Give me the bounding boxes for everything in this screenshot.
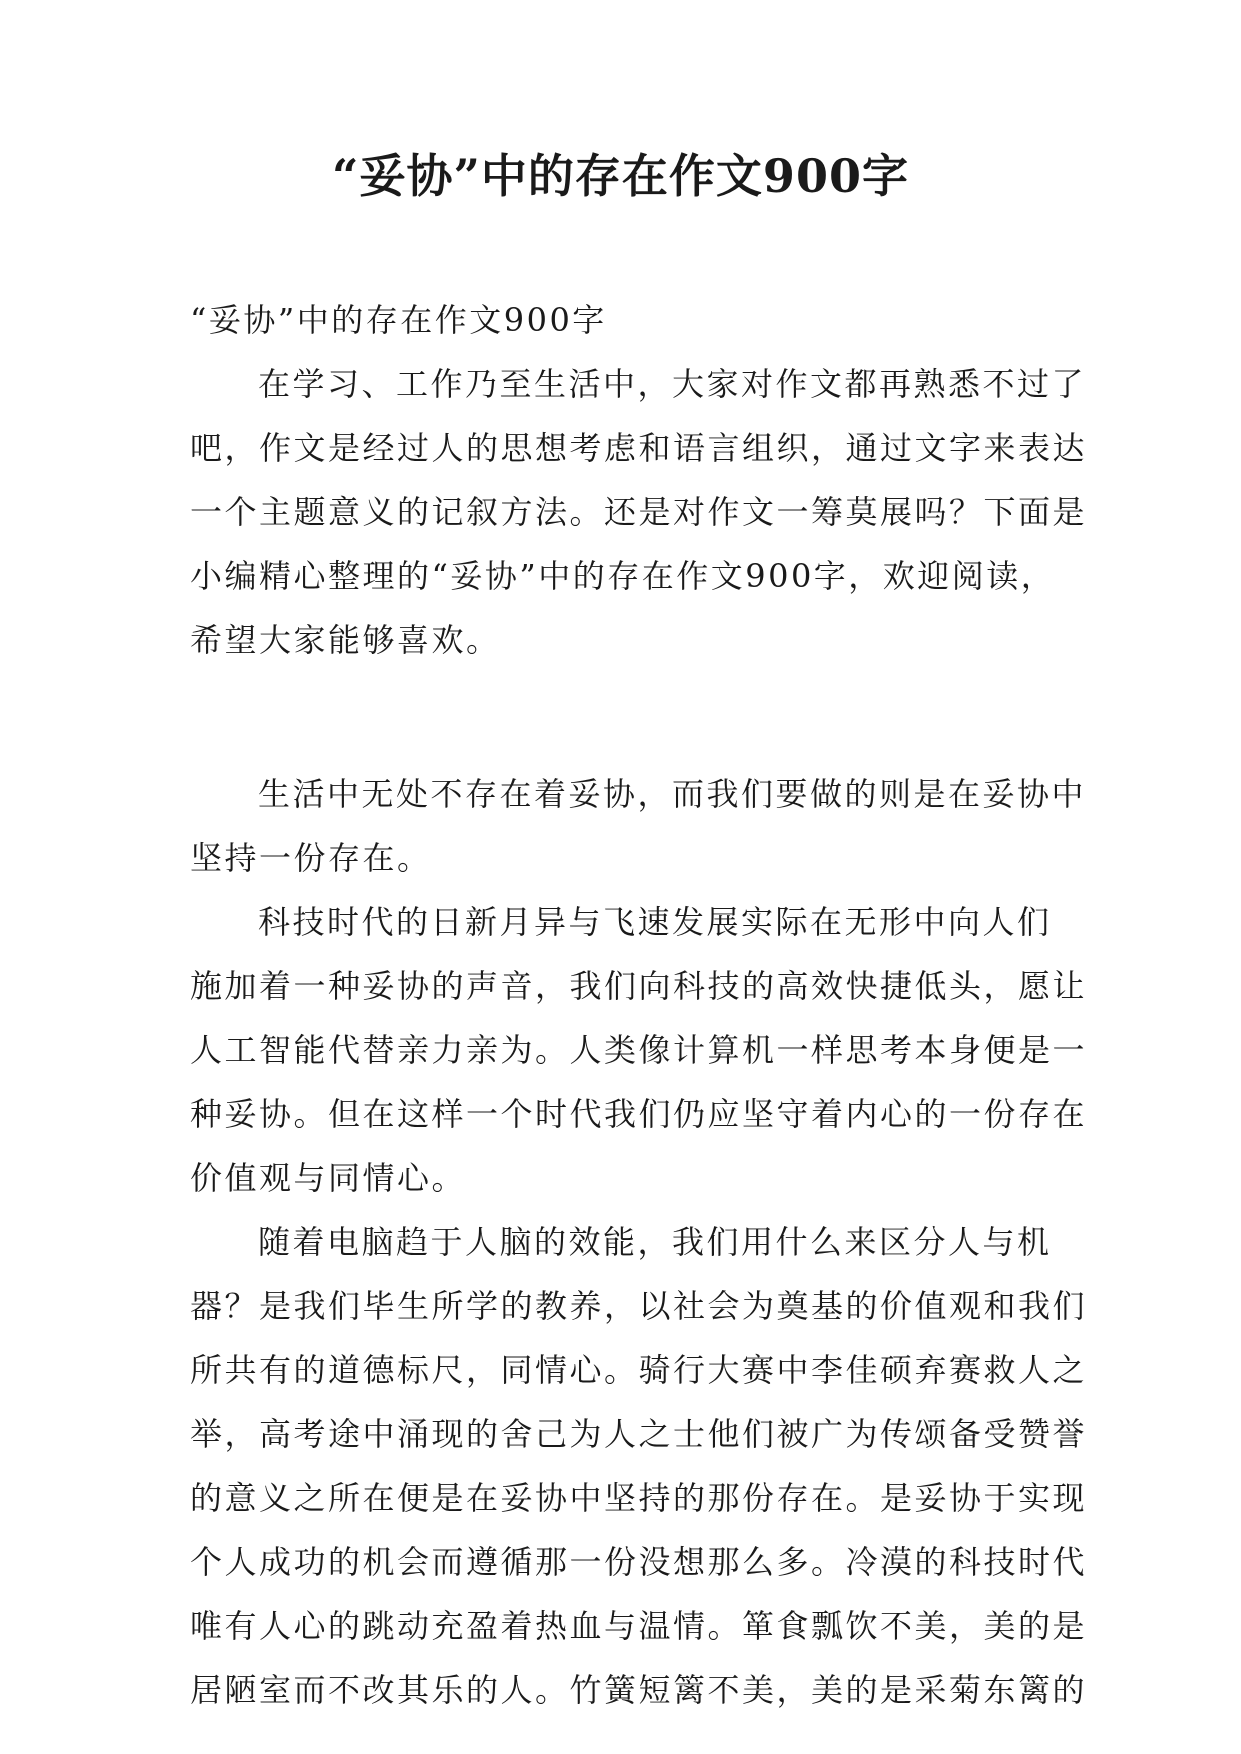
- paragraph-1: [190, 762, 1087, 890]
- text-line: 希望大家能够喜欢。: [190, 621, 501, 659]
- text-line: 人工智能代替亲力亲为。人类像计算机一样思考本身便是一: [190, 1031, 1088, 1069]
- paragraph-2: [190, 890, 1088, 1210]
- document-body: [190, 288, 1088, 1722]
- text-line: 价值观与同情心。: [190, 1159, 467, 1197]
- text-line: 生活中无处不存在着妥协，而我们要做的则是在妥协中: [258, 775, 1087, 813]
- text-line: 的意义之所在便是在妥协中坚持的那份存在。是妥协于实现: [190, 1479, 1088, 1517]
- document-title: “妥协”中的存在作文900字: [332, 149, 909, 203]
- text-line: 施加着一种妥协的声音，我们向科技的高效快捷低头，愿让: [190, 967, 1088, 1005]
- text-line: 个人成功的机会而遵循那一份没想那么多。冷漠的科技时代: [190, 1543, 1088, 1581]
- intro-paragraph: [190, 352, 1088, 672]
- text-line: 在学习、工作乃至生活中，大家对作文都再熟悉不过了: [258, 365, 1087, 403]
- text-line: 小编精心整理的“妥协”中的存在作文900字，欢迎阅读，: [190, 557, 1056, 595]
- paragraph-gap: [190, 672, 1070, 762]
- text-line: 所共有的道德标尺，同情心。骑行大赛中李佳硕弃赛救人之: [190, 1351, 1088, 1389]
- text-line: 种妥协。但在这样一个时代我们仍应坚守着内心的一份存在: [190, 1095, 1088, 1133]
- text-line: 坚持一份存在。: [190, 839, 432, 877]
- text-line: 唯有人心的跳动充盈着热血与温情。箪食瓢饮不美，美的是: [190, 1607, 1088, 1645]
- text-line: 居陋室而不改其乐的人。竹簧短篱不美，美的是采菊东篱的: [190, 1671, 1088, 1709]
- text-line: 吧，作文是经过人的思想考虑和语言组织，通过文字来表达: [190, 429, 1088, 467]
- text-line: 器？是我们毕生所学的教养，以社会为奠基的价值观和我们: [190, 1287, 1088, 1325]
- subtitle-line: “妥协”中的存在作文900字: [190, 301, 607, 339]
- text-line: 一个主题意义的记叙方法。还是对作文一筹莫展吗？下面是: [190, 493, 1088, 531]
- paragraph-3: [190, 1210, 1088, 1722]
- text-line: 随着电脑趋于人脑的效能，我们用什么来区分人与机: [258, 1223, 1052, 1261]
- text-line: 举，高考途中涌现的舍己为人之士他们被广为传颂备受赞誉: [190, 1415, 1088, 1453]
- text-line: 科技时代的日新月异与飞速发展实际在无形中向人们: [258, 903, 1052, 941]
